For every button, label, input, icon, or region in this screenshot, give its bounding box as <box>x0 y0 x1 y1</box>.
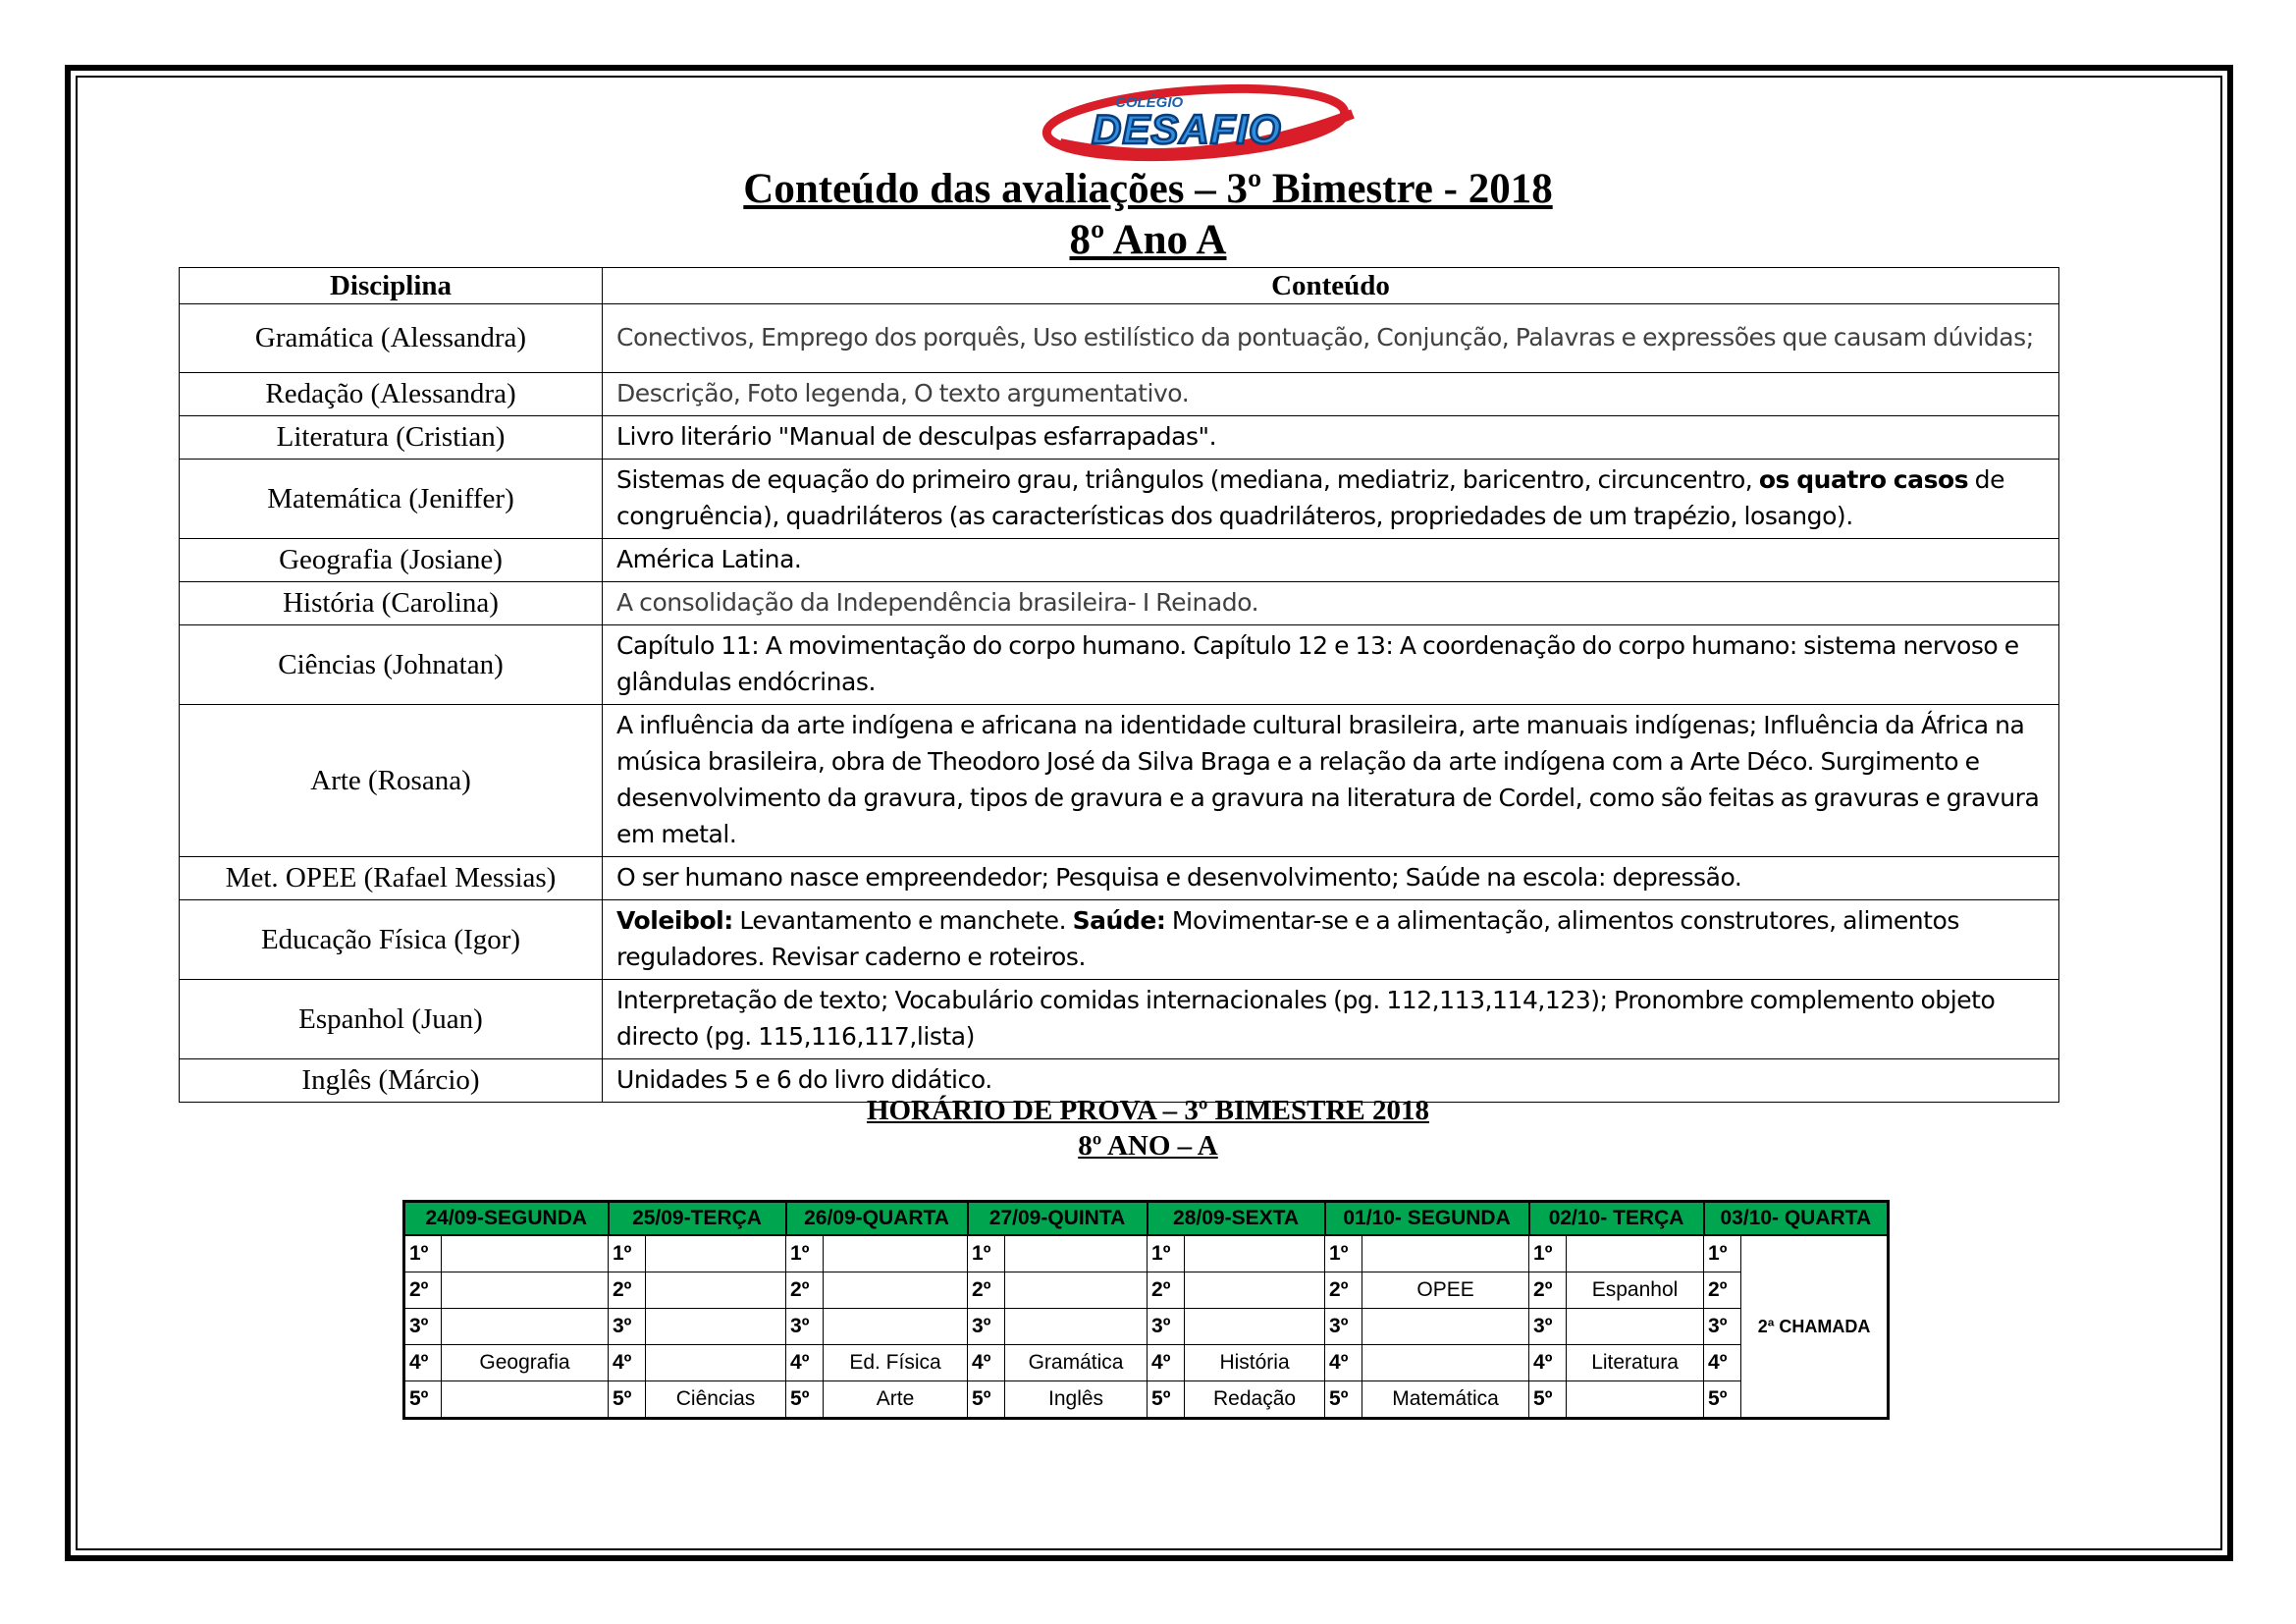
exam-subject-cell <box>1005 1272 1148 1309</box>
table-row <box>180 460 2059 539</box>
period-number: 4º <box>1148 1345 1185 1381</box>
period-number: 1º <box>968 1235 1005 1272</box>
period-number: 4º <box>404 1345 442 1381</box>
exam-subject-cell: Ciências <box>646 1381 786 1419</box>
svg-text:DESAFIO: DESAFIO <box>1092 106 1282 152</box>
table-row <box>180 625 2059 705</box>
exam-subject-cell <box>1185 1272 1325 1309</box>
content-cell: A influência da arte indígena e africana na identidade cultural brasileira, arte manuais indígenas; Influência da África na música brasileira, obra de Theodoro José da Silva Braga e a relação da arte indígena com a Arte Déco. Surgimento e desenvolvimento da gravura, tipos de gravura e a gravura na literatura de Cordel, como são feitas as gravuras e gravura em metal. <box>603 705 2059 857</box>
exam-subject-cell <box>1362 1309 1529 1345</box>
exam-subject-cell <box>646 1345 786 1381</box>
exam-subject-cell: Espanhol <box>1567 1272 1704 1309</box>
period-number: 3º <box>786 1309 824 1345</box>
exam-subject-cell <box>646 1235 786 1272</box>
day-header: 26/09-QUARTA <box>786 1202 968 1236</box>
exam-subject-cell <box>442 1309 609 1345</box>
table-row <box>180 539 2059 582</box>
exam-subject-cell: Arte <box>824 1381 968 1419</box>
exam-subject-cell: Inglês <box>1005 1381 1148 1419</box>
table-row <box>180 416 2059 460</box>
exam-subject-cell: Redação <box>1185 1381 1325 1419</box>
subject-cell: História (Carolina) <box>180 582 603 625</box>
period-number: 2º <box>786 1272 824 1309</box>
subject-cell: Ciências (Johnatan) <box>180 625 603 705</box>
exam-subject-cell: Literatura <box>1567 1345 1704 1381</box>
exam-subject-cell: Geografia <box>442 1345 609 1381</box>
content-cell: A consolidação da Independência brasileira- I Reinado. <box>603 582 2059 625</box>
table-row <box>180 980 2059 1059</box>
exam-subject-cell: Ed. Física <box>824 1345 968 1381</box>
content-text: de congruência), quadriláteros (as características dos quadriláteros, propriedades de um trapézio, losango). <box>616 465 2005 530</box>
day-header: 25/09-TERÇA <box>609 1202 786 1236</box>
content-text: Movimentar-se e a alimentação, alimentos construtores, alimentos reguladores. Revisar caderno e roteiros. <box>616 906 1959 971</box>
page-title: Conteúdo das avaliações – 3º Bimestre - 2018 <box>743 166 1553 212</box>
period-number: 3º <box>404 1309 442 1345</box>
period-number: 5º <box>1148 1381 1185 1419</box>
period-number: 3º <box>1704 1309 1741 1345</box>
schedule-row <box>404 1272 1889 1309</box>
exam-subject-cell <box>1185 1235 1325 1272</box>
content-cell <box>603 460 2059 539</box>
period-number: 2º <box>609 1272 646 1309</box>
content-cell: Capítulo 11: A movimentação do corpo humano. Capítulo 12 e 13: A coordenação do corpo humano: sistema nervoso e glândulas endócrinas. <box>603 625 2059 705</box>
exam-subject-cell <box>1005 1235 1148 1272</box>
content-cell: América Latina. <box>603 539 2059 582</box>
day-header: 24/09-SEGUNDA <box>404 1202 609 1236</box>
period-number: 2º <box>1148 1272 1185 1309</box>
column-header-conteudo: Conteúdo <box>603 268 2059 304</box>
content-text: Levantamento e manchete. <box>732 906 1073 935</box>
period-number: 3º <box>1529 1309 1567 1345</box>
subject-cell: Geografia (Josiane) <box>180 539 603 582</box>
second-call-cell: 2ª CHAMADA <box>1741 1235 1889 1419</box>
exam-subject-cell <box>1567 1235 1704 1272</box>
colegio-desafio-logo <box>1041 75 1364 169</box>
schedule-row <box>404 1345 1889 1381</box>
exam-subject-cell <box>442 1381 609 1419</box>
table-row <box>180 373 2059 416</box>
schedule-subtitle: 8º ANO – A <box>1078 1130 1218 1162</box>
exam-subject-cell <box>824 1235 968 1272</box>
exam-subject-cell <box>442 1235 609 1272</box>
exam-subject-cell <box>824 1272 968 1309</box>
exam-subject-cell <box>1567 1381 1704 1419</box>
period-number: 1º <box>1325 1235 1362 1272</box>
subject-cell: Met. OPEE (Rafael Messias) <box>180 857 603 900</box>
exam-subject-cell <box>824 1309 968 1345</box>
period-number: 2º <box>1704 1272 1741 1309</box>
period-number: 1º <box>1148 1235 1185 1272</box>
period-number: 2º <box>1325 1272 1362 1309</box>
schedule-row <box>404 1309 1889 1345</box>
content-cell: Descrição, Foto legenda, O texto argumentativo. <box>603 373 2059 416</box>
exam-subject-cell <box>1005 1309 1148 1345</box>
schedule-header-row <box>404 1202 1889 1236</box>
period-number: 5º <box>404 1381 442 1419</box>
exam-subject-cell <box>1185 1309 1325 1345</box>
exam-subject-cell: Gramática <box>1005 1345 1148 1381</box>
content-table-header <box>180 268 2059 304</box>
period-number: 2º <box>1529 1272 1567 1309</box>
day-header: 01/10- SEGUNDA <box>1325 1202 1529 1236</box>
exam-subject-cell <box>1362 1235 1529 1272</box>
period-number: 4º <box>968 1345 1005 1381</box>
schedule-row <box>404 1235 1889 1272</box>
period-number: 2º <box>404 1272 442 1309</box>
content-bold-text: os quatro casos <box>1758 465 1969 494</box>
subject-cell: Arte (Rosana) <box>180 705 603 857</box>
content-text: Sistemas de equação do primeiro grau, triângulos (mediana, mediatriz, baricentro, circuncentro, <box>616 465 1759 494</box>
exam-subject-cell <box>442 1272 609 1309</box>
period-number: 5º <box>1704 1381 1741 1419</box>
exam-subject-cell <box>1567 1309 1704 1345</box>
period-number: 3º <box>609 1309 646 1345</box>
day-header: 27/09-QUINTA <box>968 1202 1148 1236</box>
day-header: 28/09-SEXTA <box>1148 1202 1325 1236</box>
content-cell: Conectivos, Emprego dos porquês, Uso estilístico da pontuação, Conjunção, Palavras e expressões que causam dúvidas; <box>603 304 2059 373</box>
period-number: 3º <box>1148 1309 1185 1345</box>
exam-subject-cell <box>1362 1345 1529 1381</box>
schedule-row <box>404 1381 1889 1419</box>
period-number: 4º <box>1325 1345 1362 1381</box>
table-row <box>180 582 2059 625</box>
period-number: 1º <box>609 1235 646 1272</box>
period-number: 4º <box>1704 1345 1741 1381</box>
table-row <box>180 857 2059 900</box>
period-number: 1º <box>1529 1235 1567 1272</box>
day-header: 03/10- QUARTA <box>1704 1202 1889 1236</box>
content-cell: Unidades 5 e 6 do livro didático. <box>603 1059 2059 1103</box>
table-row <box>180 900 2059 980</box>
period-number: 3º <box>968 1309 1005 1345</box>
column-header-disciplina: Disciplina <box>180 268 603 304</box>
content-cell: O ser humano nasce empreendedor; Pesquisa e desenvolvimento; Saúde na escola: depressão. <box>603 857 2059 900</box>
table-row <box>180 304 2059 373</box>
exam-subject-cell <box>646 1309 786 1345</box>
period-number: 4º <box>609 1345 646 1381</box>
content-cell: Livro literário "Manual de desculpas esfarrapadas". <box>603 416 2059 460</box>
period-number: 1º <box>1704 1235 1741 1272</box>
period-number: 5º <box>786 1381 824 1419</box>
subject-cell: Literatura (Cristian) <box>180 416 603 460</box>
day-header: 02/10- TERÇA <box>1529 1202 1704 1236</box>
schedule-title: HORÁRIO DE PROVA – 3º BIMESTRE 2018 <box>866 1095 1429 1126</box>
exam-subject-cell: Matemática <box>1362 1381 1529 1419</box>
subject-cell: Redação (Alessandra) <box>180 373 603 416</box>
content-bold-text: Saúde: <box>1072 906 1166 935</box>
period-number: 3º <box>1325 1309 1362 1345</box>
subject-cell: Inglês (Márcio) <box>180 1059 603 1103</box>
period-number: 1º <box>786 1235 824 1272</box>
svg-text:COLÉGIO: COLÉGIO <box>1115 94 1184 111</box>
period-number: 5º <box>609 1381 646 1419</box>
content-bold-text: Voleibol: <box>616 906 733 935</box>
period-number: 4º <box>1529 1345 1567 1381</box>
exam-schedule-table <box>402 1200 1890 1420</box>
period-number: 5º <box>968 1381 1005 1419</box>
table-row <box>180 705 2059 857</box>
period-number: 4º <box>786 1345 824 1381</box>
exam-subject-cell <box>646 1272 786 1309</box>
subject-cell: Gramática (Alessandra) <box>180 304 603 373</box>
subject-cell: Espanhol (Juan) <box>180 980 603 1059</box>
content-cell: Interpretação de texto; Vocabulário comidas internacionales (pg. 112,113,114,123); Pronombre complemento objeto directo (pg. 115,116,117,lista) <box>603 980 2059 1059</box>
content-cell <box>603 900 2059 980</box>
period-number: 1º <box>404 1235 442 1272</box>
period-number: 5º <box>1325 1381 1362 1419</box>
exam-subject-cell: História <box>1185 1345 1325 1381</box>
subject-cell: Educação Física (Igor) <box>180 900 603 980</box>
subject-cell: Matemática (Jeniffer) <box>180 460 603 539</box>
exam-subject-cell: OPEE <box>1362 1272 1529 1309</box>
page-subtitle: 8º Ano A <box>1069 217 1227 263</box>
period-number: 5º <box>1529 1381 1567 1419</box>
content-table <box>179 267 2059 1103</box>
period-number: 2º <box>968 1272 1005 1309</box>
